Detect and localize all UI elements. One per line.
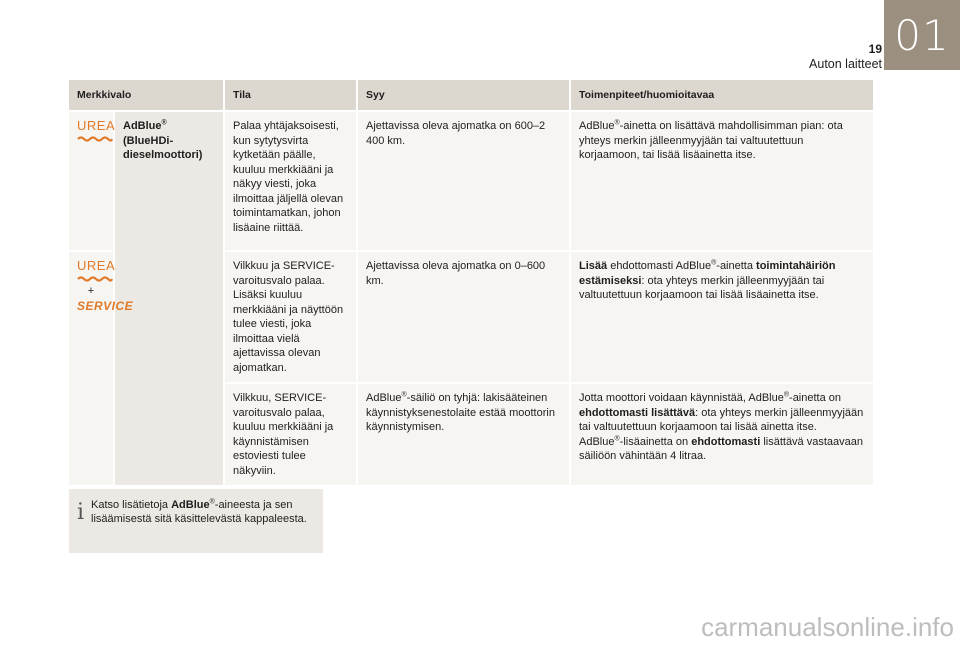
- info-icon: i: [77, 500, 85, 525]
- text: -säiliö on tyhjä: lakisääteinen käynnistyksenestolaite estää moottorin käynnistymisen.: [366, 392, 555, 433]
- urea-icon: UREA: [77, 258, 116, 273]
- row2-toimenpide: [571, 250, 873, 382]
- service-icon: SERVICE: [77, 299, 134, 313]
- row3-tila: Vilkkuu, SERVICE-varoitusvalo palaa, kuuluu merkkiääni ja käynnistämisen estoviesti tulee näkyviin.: [225, 382, 358, 485]
- bold-text: ehdottomasti: [691, 435, 761, 448]
- row2-syy: Ajettavissa oleva ajomatka on 0–600 km.: [358, 250, 571, 382]
- text: -ainetta on: [789, 392, 842, 404]
- indicator-name: AdBlue: [123, 120, 162, 132]
- urea-indicator-cell: [69, 110, 115, 250]
- registered-mark: ®: [401, 391, 407, 399]
- registered-mark: ®: [711, 259, 717, 267]
- liquid-wave-icon: [77, 276, 113, 282]
- text: ehdottomasti AdBlue: [607, 260, 712, 272]
- chapter-tab: 01: [884, 0, 960, 70]
- text: Jotta moottori voidaan käynnistää, AdBlue: [579, 392, 784, 404]
- row1-syy: Ajettavissa oleva ajomatka on 600–2 400 km.: [358, 110, 571, 250]
- indicator-engine-type: (BlueHDi-dieselmoottori): [123, 134, 203, 161]
- registered-mark: ®: [783, 391, 790, 399]
- row1-tila: Palaa yhtäjaksoisesti, kun sytytysvirta kytketään päälle, kuuluu merkkiääni ja näkyy viesti, joka ilmoittaa jäljellä olevan toimintamatkan, johon lisäaine riittää.: [225, 110, 358, 250]
- text: Katso lisätietoja: [91, 499, 172, 511]
- text: -aineesta ja sen lisäämisestä sitä käsittelevästä kappaleesta.: [91, 499, 307, 525]
- text: -lisäainetta on: [619, 435, 692, 448]
- text: -ainetta: [716, 260, 757, 272]
- table-header-row: [69, 80, 873, 110]
- registered-mark: ®: [209, 498, 215, 506]
- urea-service-indicator-cell: [69, 250, 134, 485]
- text: -ainetta on lisättävä mahdollisimman pian: ota yhteys merkin jälleenmyyjään tai valtuutettuun korjaamoon, tai lisää lisäainetta itse.: [579, 120, 843, 161]
- urea-icon: UREA: [77, 118, 116, 133]
- text: AdBlue: [579, 120, 615, 132]
- registered-mark: ®: [614, 119, 620, 127]
- header-merkkivalo: Merkkivalo: [69, 80, 225, 110]
- row3-toimenpide: [571, 382, 873, 485]
- header-tila: Tila: [225, 80, 358, 110]
- row1-toimenpide: [571, 110, 873, 250]
- section-title: Auton laitteet: [809, 57, 882, 71]
- text: : ota yhteys merkin jälleenmyyjään tai valtuutettuun korjaamoon tai lisää ainetta itse.: [579, 406, 864, 433]
- header-toimenpiteet: Toimenpiteet/huomioitavaa: [571, 80, 873, 110]
- registered-mark: ®: [161, 119, 167, 127]
- info-note: [69, 489, 323, 553]
- table-row: [69, 110, 873, 250]
- warning-light-table: [69, 80, 873, 485]
- text: AdBlue: [579, 435, 615, 448]
- text: lisättävä vastaavaan säiliöön vähintään 4 litraa.: [579, 435, 863, 462]
- text: AdBlue: [366, 392, 402, 404]
- indicator-name-cell: [115, 110, 225, 485]
- watermark: carmanualsonline.info: [701, 612, 954, 642]
- text: : ota yhteys merkin jälleenmyyjään tai valtuutettuun korjaamoon tai lisää lisäainetta itse.: [579, 274, 825, 301]
- plus-sign: +: [87, 284, 95, 297]
- bold-text: toimintahäiriön estämiseksi: [579, 260, 836, 287]
- row3-syy: [358, 382, 571, 485]
- header-syy: Syy: [358, 80, 571, 110]
- bold-text: ehdottomasti lisättävä: [579, 406, 696, 419]
- liquid-wave-icon: [77, 136, 113, 142]
- row2-tila: Vilkkuu ja SERVICE-varoitusvalo palaa. Lisäksi kuuluu merkkiääni ja näyttöön tulee viesti, joka ilmoittaa vielä ajettavissa olevan ajomatkan.: [225, 250, 358, 382]
- bold-text: Lisää: [579, 260, 608, 272]
- registered-mark: ®: [614, 434, 620, 442]
- page-number: 19: [868, 42, 882, 56]
- bold-text: AdBlue: [171, 499, 210, 511]
